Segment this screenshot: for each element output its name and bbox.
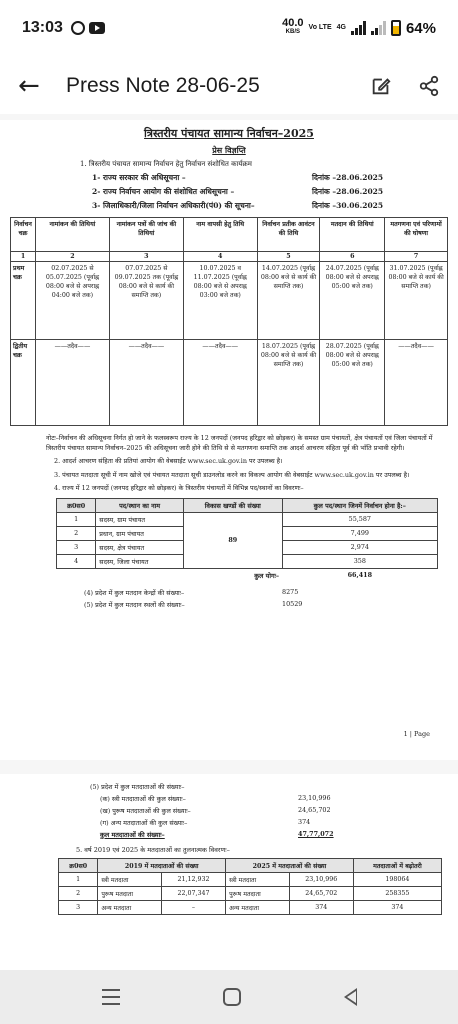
table-cell: 1 bbox=[57, 512, 96, 526]
table-cell: 18.07.2025 (पूर्वाह्न 08:00 बजे से कार्य की समाप्ति तक) bbox=[257, 340, 320, 426]
table-cell: 2,974 bbox=[282, 540, 437, 554]
signal-icon-2 bbox=[371, 21, 386, 35]
table-cell: 1 bbox=[59, 873, 98, 887]
table-cell: 2 bbox=[59, 887, 98, 901]
document-subtitle: प्रेस विज्ञप्ति bbox=[212, 145, 246, 155]
table-cell: 1 bbox=[11, 252, 36, 262]
table-row bbox=[59, 873, 442, 887]
table-header: निर्वाचन प्रतीक आवंटन की तिथि bbox=[257, 218, 320, 252]
document-viewer[interactable] bbox=[0, 114, 458, 970]
table-row bbox=[57, 512, 438, 526]
table-header: निर्वाचन चक्र bbox=[11, 218, 36, 252]
voters-total-label: कुल मतदाताओं की संख्याः– bbox=[100, 831, 165, 839]
table-cell: प्रथम चक्र bbox=[11, 262, 36, 340]
table-header: नामांकन पत्रों की जांच की तिथियां bbox=[109, 218, 183, 252]
table-row bbox=[11, 262, 448, 340]
compare-table bbox=[58, 858, 442, 915]
total-label: कुल योगः– bbox=[254, 571, 280, 580]
volte-indicator: Vo LTE bbox=[308, 24, 332, 31]
status-right bbox=[282, 19, 436, 37]
nav-back-icon[interactable] bbox=[344, 988, 357, 1006]
table-header: मतदान की तिथियां bbox=[320, 218, 385, 252]
table-cell: 28.07.2025 (पूर्वाह्न 08:00 बजे से अपराह्न 05:00 बजे तक) bbox=[320, 340, 385, 426]
table-cell: ——तदैव—— bbox=[36, 340, 110, 426]
list-item bbox=[90, 818, 458, 827]
schedule-heading: 1. त्रिस्तरीय पंचायत सामान्य निर्वाचन हेतु निर्वाचन संशोधित कार्यक्रम bbox=[80, 160, 252, 168]
table-header: क्र0स0 bbox=[59, 859, 98, 873]
list-item bbox=[84, 600, 458, 609]
table-cell: स्त्री मतदाता bbox=[226, 873, 290, 887]
voters-total bbox=[90, 830, 458, 839]
table-cell: पुरूष मतदाता bbox=[98, 887, 162, 901]
signal-icon bbox=[351, 21, 366, 35]
table-cell: 02.07.2025 से 05.07.2025 (पूर्वाह्न 08:00 बजे से अपराह्न 04:00 बजे तक) bbox=[36, 262, 110, 340]
notification-icons bbox=[71, 21, 105, 35]
table-cell: 14.07.2025 (पूर्वाह्न 08:00 बजे से कार्य की समाप्ति तक) bbox=[257, 262, 320, 340]
table-cell: 31.07.2025 (पूर्वाह्न 08:00 बजे से कार्य की समाप्ति तक) bbox=[385, 262, 448, 340]
battery-icon bbox=[391, 20, 401, 36]
note-text: नोटः–निर्वाचन की अधिसूचना निर्गत हो जाने के फलस्वरूप राज्य के 12 जनपदों (जनपद हरिद्वार को छोड़कर) के समस्त ग्राम पंचायतों, क्षेत्र पंचायतों एवं जिला पंचायतों में त्रिस्तरीय पंचायत सामान्य निर्वाचन–2025 की अधिसूचना जारी होने की तिथि से से मतगणना समाप्ति तक आदर्श आचरण संहिता पूर्व की भाँति प्रभावी रहेगी। bbox=[46, 434, 433, 452]
table-cell: 2 bbox=[57, 526, 96, 540]
point-4: 4. राज्य में 12 जनपदों (जनपद हरिद्वार को छोड़कर) के त्रिस्तरीय पंचायतों में विभिन्न पद/स्थानों का विवरणः– bbox=[54, 484, 304, 492]
voters-total-value: 47,77,072 bbox=[298, 830, 334, 838]
voter-value: 24,65,702 bbox=[298, 806, 331, 814]
table-cell: 7 bbox=[385, 252, 448, 262]
home-icon[interactable] bbox=[223, 988, 241, 1006]
network-speed bbox=[282, 19, 303, 37]
schedule-table bbox=[10, 217, 448, 426]
stat-label: (5) प्रदेश में कुल मतदान स्थलों की संख्याः– bbox=[84, 600, 185, 609]
table-cell: 10.07.2025 व 11.07.2025 (पूर्वाह्न 08:00 बजे से अपराह्न 03:00 बजे तक) bbox=[183, 262, 257, 340]
stat-label: (4) प्रदेश में कुल मतदान केन्द्रों की संख्याः– bbox=[84, 588, 185, 597]
table-cell: 55,587 bbox=[282, 512, 437, 526]
table-cell: ——तदैव—— bbox=[385, 340, 448, 426]
table-cell: 24,65,702 bbox=[289, 887, 353, 901]
notice-date: दिनांक –28.06.2025 bbox=[312, 187, 384, 196]
voter-label: (ख) पुरूष मतदाताओं की कुल संख्याः– bbox=[100, 807, 191, 815]
table-cell: 3 bbox=[109, 252, 183, 262]
youtube-icon bbox=[89, 22, 105, 34]
voters-heading: (5) प्रदेश में कुल मतदाताओं की संख्याः– bbox=[90, 783, 185, 791]
system-nav-bar bbox=[0, 970, 458, 1024]
table-cell: 22,07,347 bbox=[161, 887, 225, 901]
table-row bbox=[59, 887, 442, 901]
table-cell: – bbox=[161, 901, 225, 915]
table-cell: 89 bbox=[183, 512, 282, 568]
table-cell: 258355 bbox=[353, 887, 441, 901]
document-page-2 bbox=[0, 774, 458, 970]
table-cell: 7,499 bbox=[282, 526, 437, 540]
voter-value: 374 bbox=[298, 818, 311, 826]
table-header: 2025 में मतदाताओं की संख्या bbox=[226, 859, 354, 873]
compare-heading: 5. वर्ष 2019 एवं 2025 के मतदाताओं का तुलनात्मक विवरणः– bbox=[76, 846, 230, 854]
table-header: मतगणना एवं परिणामों की घोषणा bbox=[385, 218, 448, 252]
voter-label: (ग) अन्य मतदाताओं की कुल संख्याः– bbox=[100, 819, 188, 827]
table-cell: 4 bbox=[57, 554, 96, 568]
list-item bbox=[90, 806, 458, 815]
document-page-1 bbox=[0, 120, 458, 760]
status-time: 13:03 bbox=[22, 19, 63, 36]
app-bar bbox=[0, 58, 458, 114]
edit-icon[interactable] bbox=[370, 75, 392, 97]
table-cell: 23,10,996 bbox=[289, 873, 353, 887]
table-cell: 24.07.2025 (पूर्वाह्न 08:00 बजे से अपराह्न 05:00 बजे तक) bbox=[320, 262, 385, 340]
page-number: 1 | Page bbox=[403, 730, 430, 738]
table-cell: ——तदैव—— bbox=[183, 340, 257, 426]
point-2: 2. आदर्श आचरण संहिता की प्रतियां आयोग की वेबसाईट www.sec.uk.gov.in पर उपलब्ध है। bbox=[54, 457, 283, 465]
total-value: 66,418 bbox=[347, 571, 373, 579]
notice-row bbox=[92, 187, 458, 197]
notice-label: 2- राज्य निर्वाचन आयोग की संशोधित अधिसूचना – bbox=[92, 187, 235, 196]
table-cell: 2 bbox=[36, 252, 110, 262]
notes-section bbox=[46, 434, 434, 494]
point-3: 3. पंचायत मतदाता सूची में नाम खोजे एवं पंचायत मतदाता सूची डाउनलोड करने का विकल्प आयोग की वेबसाईट www.sec.uk.gov.in पर उपलब्ध है। bbox=[54, 470, 410, 479]
recent-apps-icon[interactable] bbox=[102, 989, 120, 1005]
table-cell: सदस्य, क्षेत्र पंचायत bbox=[96, 540, 184, 554]
table-header: पद/स्थान का नाम bbox=[96, 498, 184, 512]
table-cell: स्त्री मतदाता bbox=[98, 873, 162, 887]
page-title: Press Note 28-06-25 bbox=[66, 74, 260, 97]
notice-date: दिनांक –28.06.2025 bbox=[312, 173, 384, 182]
table-cell: 374 bbox=[353, 901, 441, 915]
voter-label: (क) स्त्री मतदाताओं की कुल संख्याः– bbox=[100, 795, 186, 803]
table-cell: ——तदैव—— bbox=[109, 340, 183, 426]
notice-row bbox=[92, 201, 458, 211]
network-speed-value: 40.0 bbox=[282, 17, 304, 29]
share-icon[interactable] bbox=[418, 75, 440, 97]
table-cell: पुरूष मतदाता bbox=[226, 887, 290, 901]
table-cell: 21,12,932 bbox=[161, 873, 225, 887]
table-cell: प्रधान, ग्राम पंचायत bbox=[96, 526, 184, 540]
table-header: क्र0स0 bbox=[57, 498, 96, 512]
table-cell: सदस्य, जिला पंचायत bbox=[96, 554, 184, 568]
app-bar-actions bbox=[370, 75, 440, 97]
table-cell: 07.07.2025 से 09.07.2025 तक (पूर्वाह्न 08:00 बजे से कार्य की समाप्ति तक) bbox=[109, 262, 183, 340]
whatsapp-icon bbox=[71, 21, 85, 35]
voter-value: 23,10,996 bbox=[298, 794, 331, 802]
table-header: विकास खण्डों की संख्या bbox=[183, 498, 282, 512]
table-cell: 358 bbox=[282, 554, 437, 568]
notice-label: 1- राज्य सरकार की अधिसूचना – bbox=[92, 173, 186, 182]
table-cell: अन्य मतदाता bbox=[226, 901, 290, 915]
voters-section bbox=[90, 782, 458, 839]
table-cell: 4 bbox=[183, 252, 257, 262]
list-item bbox=[90, 794, 458, 803]
stat-value: 10529 bbox=[282, 599, 303, 608]
table-cell: द्वितीय चक्र bbox=[11, 340, 36, 426]
status-bar bbox=[0, 0, 458, 56]
table-cell: 198064 bbox=[353, 873, 441, 887]
table-header: 2019 में मतदाताओं की संख्या bbox=[98, 859, 226, 873]
notice-row bbox=[92, 173, 458, 183]
table-row bbox=[59, 901, 442, 915]
table-cell: 5 bbox=[257, 252, 320, 262]
network-speed-unit: KB/S bbox=[285, 29, 300, 35]
table-cell: 3 bbox=[57, 540, 96, 554]
table-header: कुल पद/स्थान जिनमें निर्वाचन होना है:– bbox=[282, 498, 437, 512]
table-header: नामांकन की तिथियां bbox=[36, 218, 110, 252]
notice-date: दिनांक –30.06.2025 bbox=[312, 201, 384, 210]
table-cell: सदस्य, ग्राम पंचायत bbox=[96, 512, 184, 526]
table-cell: 6 bbox=[320, 252, 385, 262]
table-cell: 374 bbox=[289, 901, 353, 915]
stat-value: 8275 bbox=[282, 587, 299, 596]
extra-stats bbox=[84, 588, 458, 609]
back-arrow-icon[interactable]: ← bbox=[18, 71, 40, 101]
table-row bbox=[11, 340, 448, 426]
table-header: मतदाताओं में बढ़ोतरी bbox=[353, 859, 441, 873]
table-total-row bbox=[57, 568, 438, 582]
posts-table bbox=[56, 498, 438, 582]
list-item bbox=[84, 588, 458, 597]
document-title: त्रिस्तरीय पंचायत सामान्य निर्वाचन–2025 bbox=[144, 127, 314, 140]
network-type: 4G bbox=[336, 24, 346, 31]
table-header: नाम वापसी हेतु तिथि bbox=[183, 218, 257, 252]
battery-level: 64% bbox=[405, 19, 436, 37]
table-cell: 3 bbox=[59, 901, 98, 915]
table-cell: अन्य मतदाता bbox=[98, 901, 162, 915]
notice-label: 3- जिलाधिकारी/जिला निर्वाचन अधिकारी(पं0) की सूचना– bbox=[92, 201, 255, 210]
